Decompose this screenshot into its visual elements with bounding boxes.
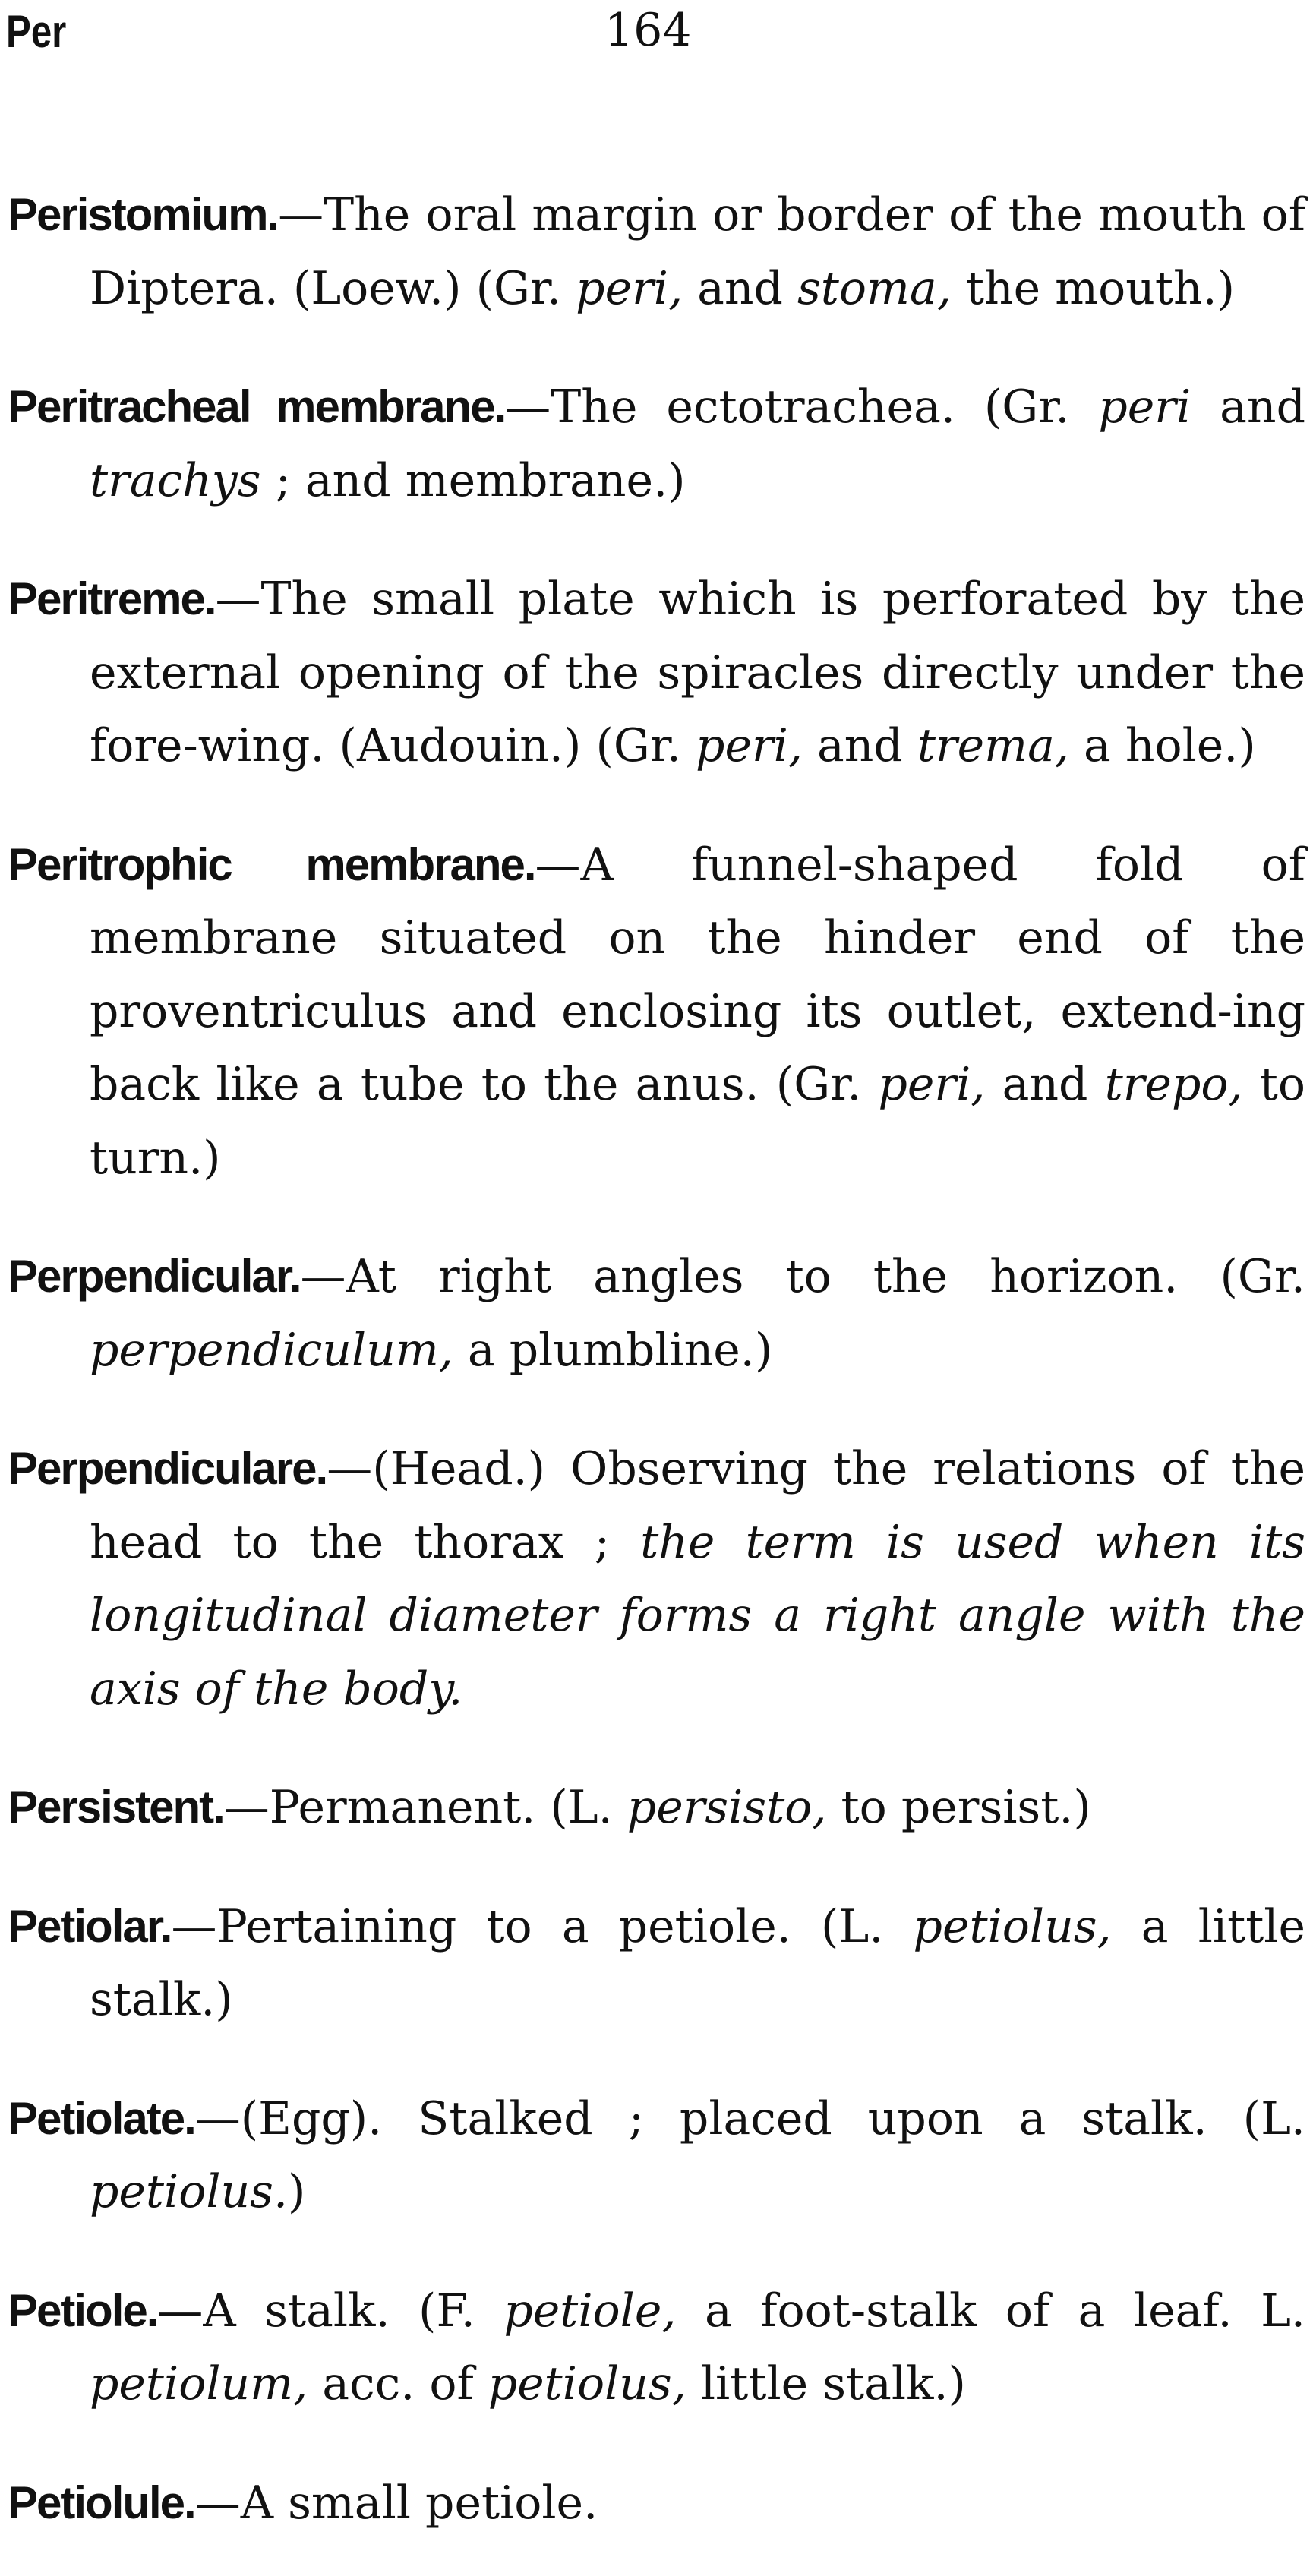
entry-definition-text: —The small plate which is perforated by the external opening of the spiracles directly under the fore-wing. (Audouin.) (Gr. [90, 573, 1305, 772]
entry-italic-text: peri [1098, 380, 1191, 434]
entry-italic-text: the term is used when its longitudinal diameter forms a right angle with the axis of the body. [90, 1515, 1305, 1716]
dictionary-entry [8, 2275, 1305, 2421]
entry-headword: Perpendiculare. [8, 1443, 327, 1494]
entry-definition-text: the mouth.) [951, 261, 1236, 315]
entry-headword: Peristomium. [8, 189, 279, 240]
entry-definition-text: —A small petiole. [194, 2476, 598, 2530]
dictionary-entry [8, 178, 1305, 325]
dictionary-entry [8, 829, 1306, 1195]
entry-italic-text: petiolus. [90, 2165, 289, 2218]
entry-definition-text: and [985, 1058, 1105, 1111]
entry-definition-text: —The ectotrachea. (Gr. [505, 380, 1099, 434]
entry-definition-text: and [802, 719, 917, 772]
entry-italic-text: perpendiculum, [90, 1323, 453, 1377]
entry-italic-text: peri, [878, 1058, 986, 1111]
dictionary-entry [8, 1432, 1305, 1725]
entry-headword: Peritrophic membrane. [8, 838, 535, 890]
guide-word: Per [6, 6, 67, 57]
entry-definition-text: —A stalk. (F. [157, 2284, 504, 2338]
dictionary-entry [8, 2082, 1305, 2229]
entry-italic-text: peri, [576, 261, 683, 315]
entry-italic-text: petiolus, [488, 2357, 686, 2410]
entry-definition-text: and [1191, 380, 1305, 434]
entry-definition-text: —Permanent. (L. [223, 1781, 627, 1834]
entry-definition-text: ; and membrane.) [260, 453, 686, 507]
dictionary-entry [8, 1771, 1305, 1845]
entry-definition-text: to turn.) [90, 1058, 1306, 1185]
entry-italic-text: peri, [696, 719, 803, 772]
entry-italic-text: persisto, [627, 1781, 827, 1834]
entry-headword: Petiole. [8, 2284, 158, 2336]
entry-italic-text: trepo, [1104, 1058, 1243, 1111]
entry-italic-text: petiole, [503, 2284, 677, 2338]
page-number: 164 [604, 4, 692, 57]
entry-definition-text: —(Egg). Stalked ; placed upon a stalk. (L. [194, 2091, 1305, 2145]
entry-list [0, 133, 1313, 2576]
entry-definition-text: ) [288, 2165, 306, 2218]
entry-definition-text: —Pertaining to a petiole. (L. [171, 1899, 914, 1953]
dictionary-entry [8, 1240, 1305, 1387]
entry-definition-text: a plumbline.) [453, 1323, 773, 1377]
dictionary-entry [8, 1890, 1306, 2037]
entry-definition-text: a little stalk.) [90, 1899, 1306, 2026]
dictionary-entry [8, 563, 1305, 783]
entry-italic-text: stoma, [797, 261, 952, 315]
entry-headword: Perpendicular. [8, 1251, 301, 1302]
dictionary-entry [8, 2467, 1305, 2540]
entry-definition-text: and [683, 261, 797, 315]
entry-italic-text: trema, [917, 719, 1069, 772]
entry-definition-text: —(Head.) Observing the relations of the head to the thorax ; [90, 1442, 1305, 1569]
entry-italic-text: petiolum, [90, 2357, 308, 2410]
entry-italic-text: trachys [90, 453, 261, 507]
entry-definition-text: a hole.) [1068, 719, 1256, 772]
entry-definition-text: —The oral margin or border of the mouth of Diptera. (Loew.) (Gr. [90, 188, 1305, 315]
entry-definition-text: little stalk.) [686, 2357, 966, 2410]
dictionary-entry [8, 371, 1305, 517]
entry-headword: Persistent. [8, 1782, 224, 1833]
entry-definition-text: —At right angles to the horizon. (Gr. [300, 1250, 1305, 1303]
page-header [0, 0, 1313, 68]
entry-headword: Peritreme. [8, 573, 216, 624]
entry-headword: Petiolar. [8, 1900, 172, 1952]
entry-definition-text: acc. of [308, 2357, 488, 2410]
entry-definition-text: a foot-stalk of a leaf. L. [676, 2284, 1305, 2338]
entry-headword: Petiolule. [8, 2477, 195, 2528]
entry-definition-text: —A funnel-shaped fold of membrane situated on the hinder end of the proventriculus and enclosing its outlet, extend-ing back like a tube to the anus. (Gr. [90, 838, 1305, 1111]
entry-headword: Petiolate. [8, 2092, 195, 2144]
entry-headword: Peritracheal membrane. [8, 381, 506, 432]
entry-definition-text: to persist.) [826, 1781, 1091, 1834]
entry-italic-text: petiolus, [913, 1899, 1112, 1953]
